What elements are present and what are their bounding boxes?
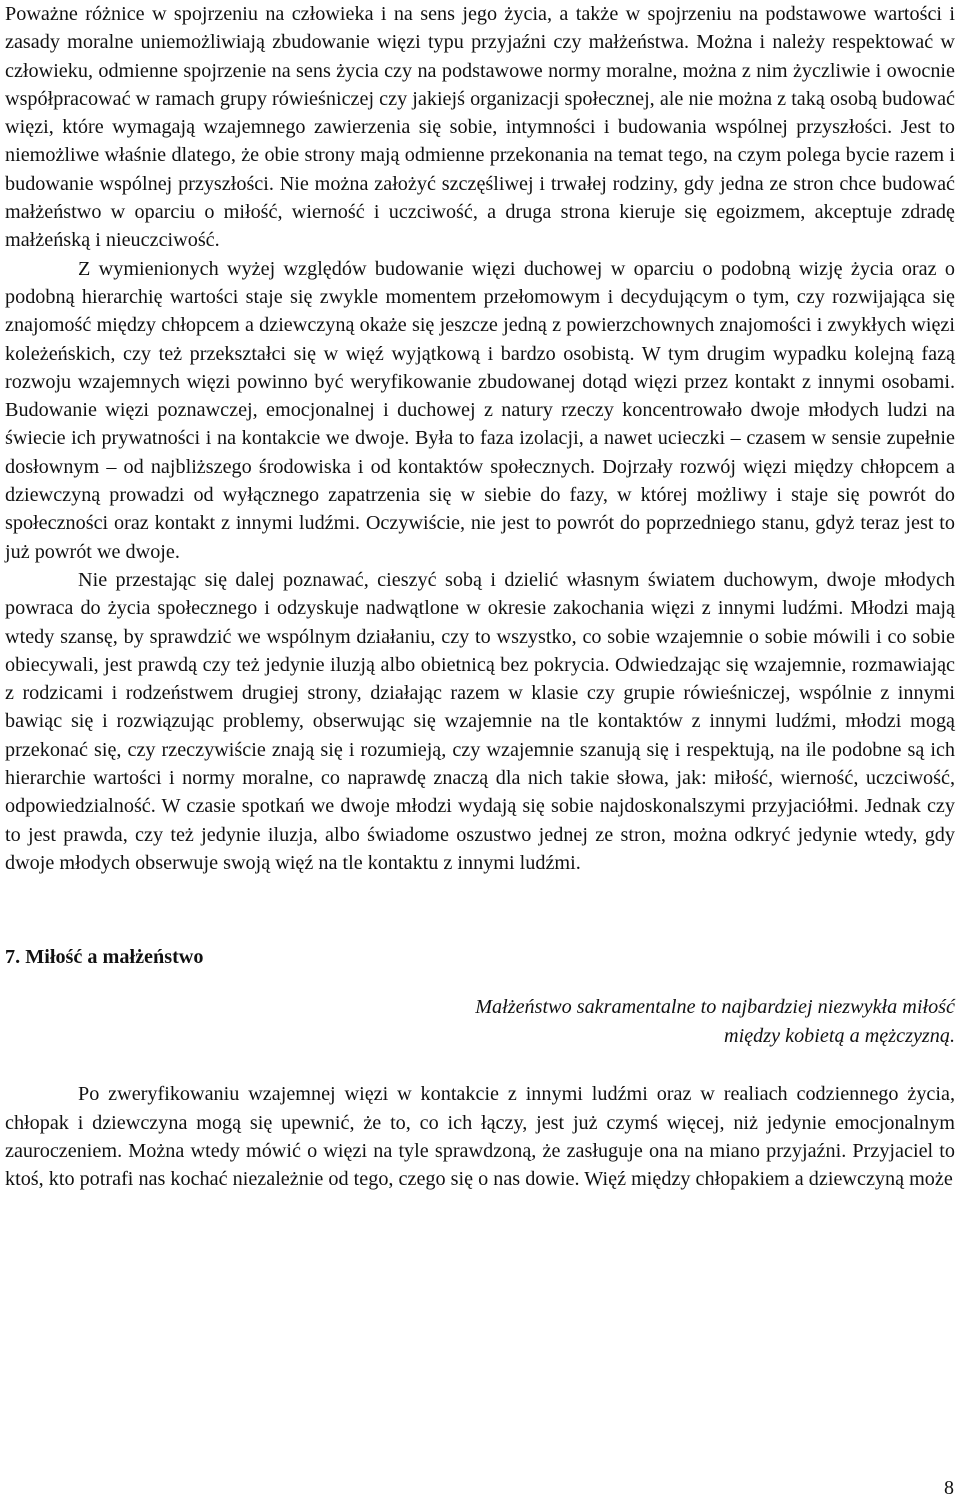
section-motto (5, 993, 955, 1051)
paragraph-3: Nie przestając się dalej poznawać, cieszyć sobą i dzielić własnym światem duchowym, dwoje młodych powraca do życia społecznego i odzyskuje nadwątlone w okresie zakochania więzi z innymi ludźmi. Młodzi mają wtedy szansę, by sprawdzić we wspólnym działaniu, czy to wszystko, co sobie wzajemnie o sobie mówili i co sobie obiecywali, jest prawdą czy też jedynie iluzją albo obietnicą bez pokrycia. Odwiedzając się wzajemnie, rozmawiając z rodzicami i rodzeństwem drugiej strony, działając razem w klasie czy grupie rówieśniczej, wspólnie z innymi bawiąc się i rozwiązując problemy, obserwując się wzajemnie na tle kontaktów z innymi ludźmi, młodzi mogą przekonać się, czy rzeczywiście znają się i rozumieją, czy wzajemnie szanują się i respektują, na ile podobne są ich hierarchie wartości i normy moralne, co naprawdę znaczą dla nich takie słowa, jak: miłość, wierność, uczciwość, odpowiedzialność. W czasie spotkań we dwoje młodzi wydają się sobie najdoskonalszymi przyjaciółmi. Jednak czy to jest prawda, czy też jedynie iluzja, albo świadome oszustwo jednej ze stron, można odkryć jedynie wtedy, gdy dwoje młodych obserwuje swoją więź na tle kontaktu z innymi ludźmi. (5, 568, 955, 874)
section-heading: 7. Miłość a małżeństwo (5, 946, 204, 969)
paragraph-2: Z wymienionych wyżej względów budowanie więzi duchowej w oparciu o podobną wizję życia oraz o podobną hierarchię wartości staje się zwykle momentem przełomowym i decydującym o tym, czy rozwijająca się znajomość między chłopcem a dziewczyną okaże się jeszcze jedną z powierzchownych znajomości i zwykłych więzi koleżeńskich, czy też przekształci się w więź wyjątkową i bardzo osobistą. W tym drugim wypadku kolejną fazą rozwoju wzajemnych więzi powinno być weryfikowanie zbudowanej dotąd więzi przez kontakt z innymi osobami. Budowanie więzi poznawczej, emocjonalnej i duchowej z natury rzeczy koncentrowało dwoje młodych ludzi na świecie ich prywatności i na kontakcie we dwoje. Była to faza izolacji, a nawet ucieczki – czasem w sensie zupełnie dosłownym – od najbliższego środowiska i od kontaktów społecznych. Dojrzały rozwój więzi między chłopcem a dziewczyną prowadzi od wyłącznego zapatrzenia się w siebie do fazy, w której możliwy i staje się powrót do społeczności oraz kontakt z innymi ludźmi. Oczywiście, nie jest to powrót do poprzedniego stanu, gdyż teraz jest to już powrót we dwoje. (5, 257, 955, 563)
page-number: 8 (944, 1477, 954, 1499)
paragraph-1: Poważne różnice w spojrzeniu na człowieka i na sens jego życia, a także w spojrzeniu na podstawowe wartości i zasady moralne uniemożliwiają zbudowanie więzi typu przyjaźni czy małżeństwa. Można i należy respektować w człowieku, odmienne spojrzenie na sens życia czy na podstawowe normy moralne, można z nim życzliwie i owocnie współpracować w ramach grupy rówieśniczej czy jakiejś organizacji społecznej, ale nie można z taką osobą budować więzi, które wymagają wzajemnego zawierzenia się sobie, intymności i budowania wspólnej przyszłości. Jest to niemożliwe właśnie dlatego, że obie strony mają odmienne przekonania na temat tego, na czym polega bycie razem i budowanie wspólnej przyszłości. Nie można założyć szczęśliwej i trwałej rodziny, gdy jedna ze stron chce budować małżeństwo w oparciu o miłość, wierność i uczciwość, a druga strona kieruje się egoizmem, akceptuje zdradę małżeńską i nieuczciwość. (5, 3, 955, 252)
document-page (5, 0, 955, 1193)
section-paragraph: Po zweryfikowaniu wzajemnej więzi w kontakcie z innymi ludźmi oraz w realiach codziennego życia, chłopak i dziewczyna mogą się upewnić, że to, co ich łączy, jest już czymś więcej, niż jedynie emocjonalnym zauroczeniem. Można wtedy mówić o więzi na tyle sprawdzoną, że zasługuje ona na miano przyjaźni. Przyjaciel to ktoś, kto potrafi nas kochać niezależnie od tego, czego się o nas dowie. Więź między chłopakiem a dziewczyną może (5, 1083, 955, 1191)
motto-line-1: Małżeństwo sakramentalne to najbardziej niezwykła miłość (475, 996, 955, 1019)
motto-line-2: między kobietą a mężczyzną. (724, 1025, 955, 1048)
